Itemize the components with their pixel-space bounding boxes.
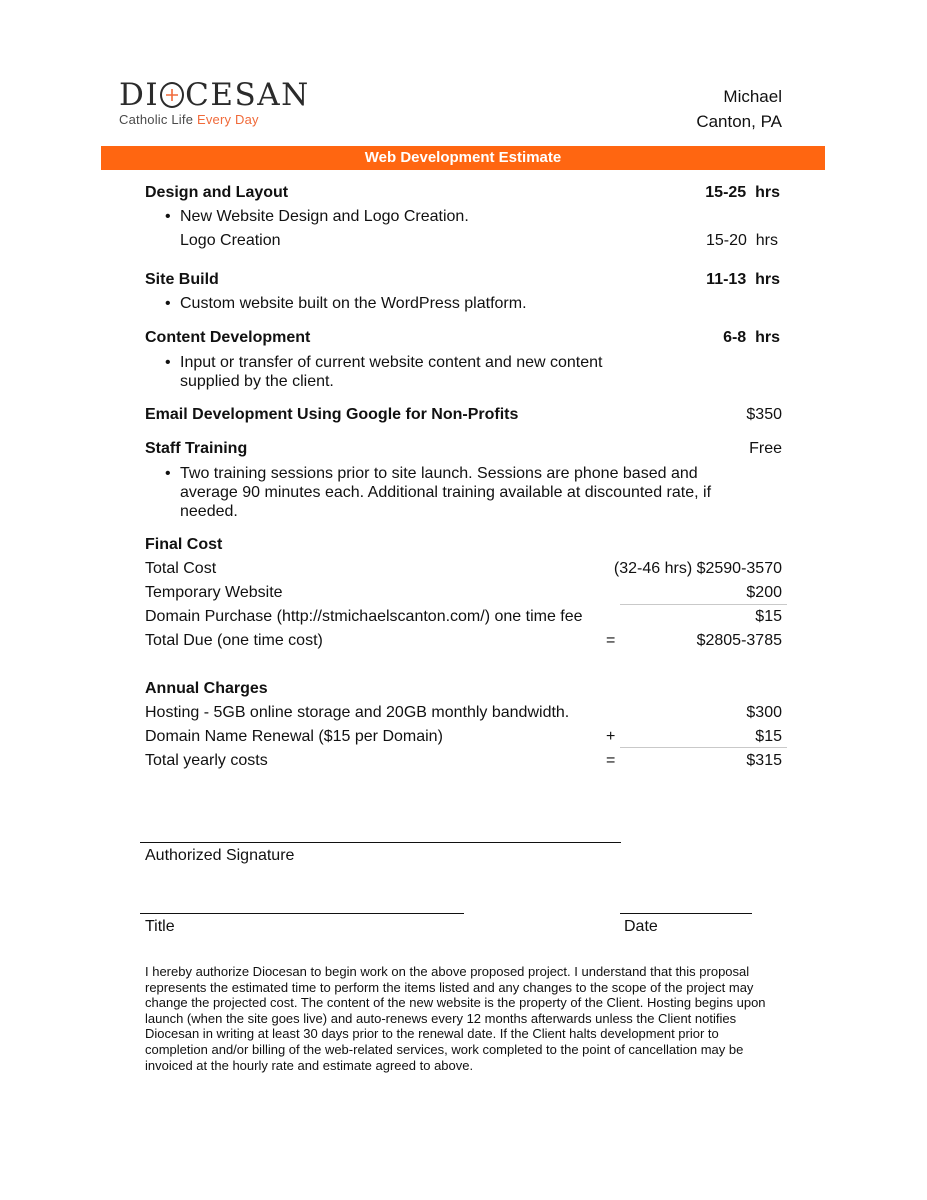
bullet-item (165, 294, 725, 313)
authorized-signature-label: Authorized Signature (145, 847, 295, 864)
bullet-text: Two training sessions prior to site launch. Sessions are phone based and average 90 minutes each. Additional training available at discounted rate, if needed. (180, 465, 712, 520)
section-hours: 11-13 hrs (706, 271, 780, 288)
diocesan-logo (119, 78, 319, 127)
cost-value: $200 (746, 584, 782, 601)
annual-value: $300 (746, 704, 782, 721)
section-email (145, 405, 782, 425)
bullet-text: New Website Design and Logo Creation. (180, 208, 469, 225)
estimate-banner: Web Development Estimate (101, 146, 825, 170)
section-build (145, 270, 782, 290)
bullet-icon: • (165, 354, 171, 371)
cost-row (145, 559, 782, 579)
cross-in-circle-icon (160, 82, 184, 108)
tagline-accent: Every Day (196, 112, 259, 127)
final-cost-title (145, 535, 782, 555)
section-title: Content Development (145, 329, 311, 346)
annual-label: Total yearly costs (145, 752, 268, 769)
annual-label: Domain Name Renewal ($15 per Domain) (145, 728, 443, 745)
cost-value: $2805-3785 (696, 632, 782, 649)
date-label: Date (624, 918, 658, 935)
section-hours: 15-25 hrs (705, 184, 780, 201)
bullet-item (165, 353, 615, 391)
logo-tagline (119, 112, 319, 127)
title-line[interactable] (140, 913, 464, 914)
section-title: Email Development Using Google for Non-Profits (145, 406, 519, 423)
annual-subtotal-rule (620, 747, 787, 748)
cost-row-total (145, 631, 782, 651)
client-info (696, 84, 782, 134)
client-name: Michael (723, 87, 782, 106)
logo-word-right: CESAN (185, 77, 310, 113)
section-hours: 6-8 hrs (723, 329, 780, 346)
section-design (145, 183, 782, 203)
annual-row (145, 727, 782, 747)
bullet-icon: • (165, 465, 171, 482)
authorization-terms: I hereby authorize Diocesan to begin work on the above proposed project. I understand that this proposal represents the estimated time to perform the items listed and any changes to the scope of the project may change the projected cost. The content of the new website is the property of the Client. Hosting begins upon launch (when the site goes live) and auto-renews every 12 months afterwards unless the Client notifies Diocesan in writing at least 30 days prior to the renewal date. If the Client halts development prior to completion and/or billing of the web-related services, work completed to the point of cancellation may be invoiced at the hourly rate and estimate agreed to above. (145, 964, 766, 1073)
equals-operator: = (606, 632, 616, 649)
sub-item-hours: 15-20 hrs (705, 232, 778, 249)
annual-value: $15 (755, 728, 782, 745)
logo-word-left: DI (119, 77, 160, 113)
annual-title (145, 679, 782, 699)
bullet-icon: • (165, 295, 171, 312)
cost-label: Total Cost (145, 560, 217, 577)
cost-row (145, 607, 782, 627)
final-cost-heading: Final Cost (145, 536, 223, 553)
client-location: Canton, PA (696, 112, 782, 131)
subtotal-rule (620, 604, 787, 605)
annual-label: Hosting - 5GB online storage and 20GB monthly bandwidth. (145, 704, 570, 721)
annual-heading: Annual Charges (145, 680, 268, 697)
annual-value: $315 (746, 752, 782, 769)
date-line[interactable] (620, 913, 752, 914)
equals-operator: = (606, 752, 616, 769)
cost-label: Domain Purchase (http://stmichaelscanton.com/) one time fee (145, 608, 583, 625)
section-training (145, 439, 782, 459)
bullet-text: Input or transfer of current website content and new content supplied by the client. (180, 354, 603, 390)
cost-value: $15 (755, 608, 782, 625)
plus-operator: + (606, 728, 616, 745)
bullet-text: Custom website built on the WordPress platform. (180, 295, 527, 312)
tagline-plain: Catholic Life (119, 112, 197, 127)
sub-item-logo (180, 231, 782, 251)
section-title: Site Build (145, 271, 219, 288)
bullet-icon: • (165, 208, 171, 225)
section-content (145, 328, 782, 348)
section-title: Staff Training (145, 440, 248, 457)
section-price: Free (749, 440, 782, 457)
annual-row (145, 703, 782, 723)
bullet-item (165, 464, 735, 521)
cost-value: (32-46 hrs) $2590-3570 (613, 560, 782, 577)
cost-label: Total Due (one time cost) (145, 632, 323, 649)
signature-line[interactable] (140, 842, 621, 843)
logo-wordmark (119, 78, 319, 112)
cost-label: Temporary Website (145, 584, 283, 601)
bullet-item (165, 207, 725, 226)
title-label: Title (145, 918, 175, 935)
section-title: Design and Layout (145, 184, 289, 201)
annual-row-total (145, 751, 782, 771)
section-price: $350 (746, 406, 782, 423)
cost-row (145, 583, 782, 603)
sub-item-label: Logo Creation (180, 232, 281, 249)
